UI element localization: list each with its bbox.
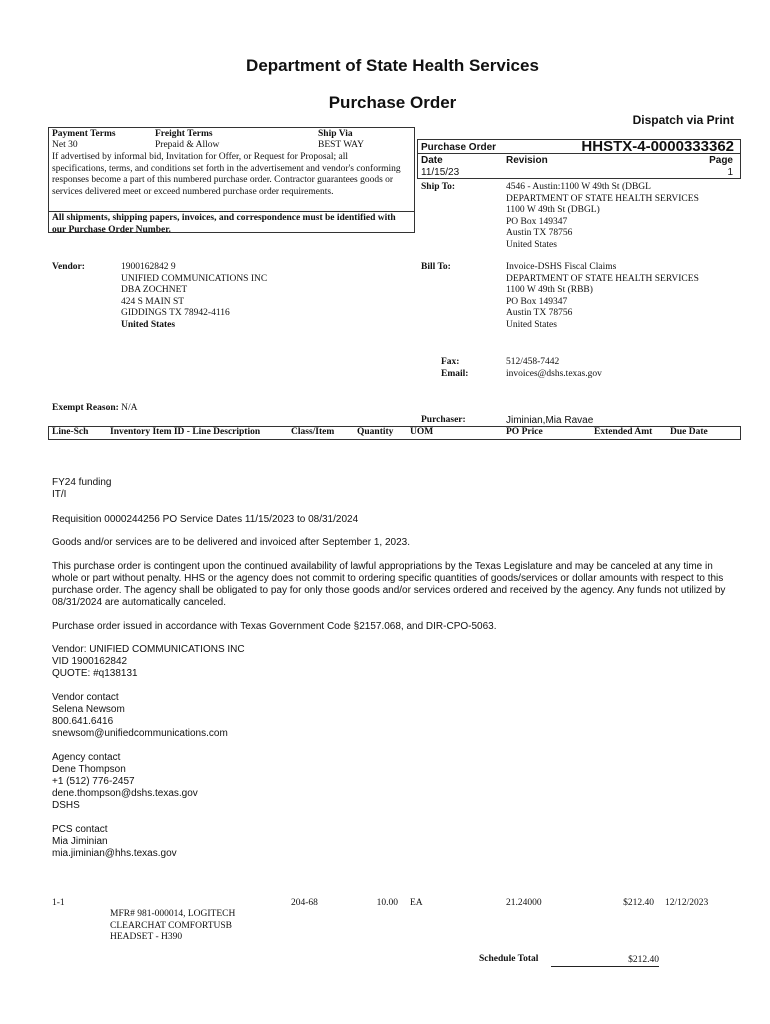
item-line-sch: 1-1 (52, 898, 65, 908)
note-line: Mia Jiminian (52, 836, 108, 847)
vendor-address (121, 262, 267, 331)
note-line: Goods and/or services are to be delivered and invoiced after September 1, 2023. (52, 537, 410, 548)
col-description: Inventory Item ID - Line Description (110, 427, 261, 437)
shipments-notice: All shipments, shipping papers, invoices, and correspondence must be identified with our Purchase Order Number. (52, 213, 396, 235)
note-line: VID 1900162842 (52, 656, 128, 667)
exempt-reason-value: N/A (121, 403, 138, 413)
note-line: purchase order. The agency shall be obligated to pay for only those goods and/or services ordered and received by the agency. Any funds not utilized by (52, 585, 726, 596)
note-line: FY24 funding (52, 477, 112, 488)
address-line: 1100 W 49th St (RBB) (506, 285, 593, 295)
note-line: Purchase order issued in accordance with Texas Government Code §2157.068, and DIR-CPO-5063. (52, 621, 497, 632)
note-line: mia.jiminian@hhs.texas.gov (52, 848, 177, 859)
note-delivery (52, 537, 410, 549)
address-line: PO Box 149347 (506, 296, 568, 307)
purchaser-label: Purchaser: (421, 415, 466, 425)
bill-to-label: Bill To: (421, 262, 451, 272)
address-line: United States (506, 319, 557, 330)
address-line: 4546 - Austin:1100 W 49th St (DBGL (506, 182, 651, 192)
note-line: Vendor contact (52, 692, 119, 703)
col-quantity: Quantity (357, 427, 394, 437)
note-line: +1 (512) 776-2457 (52, 776, 135, 787)
description-line: CLEARCHAT COMFORTUSB (110, 920, 232, 931)
vendor-label: Vendor: (52, 262, 85, 272)
note-line: QUOTE: #q138131 (52, 668, 138, 679)
note-line: 800.641.6416 (52, 716, 114, 727)
note-vendor (52, 644, 245, 680)
po-page-value: 1 (727, 167, 733, 178)
address-line: DBA ZOCHNET (121, 285, 188, 295)
note-line: snewsom@unifiedcommunications.com (52, 728, 228, 739)
item-due-date: 12/12/2023 (665, 898, 709, 908)
exempt-reason-label: Exempt Reason: (52, 403, 119, 413)
note-pcs-contact (52, 824, 177, 860)
address-country: United States (121, 319, 176, 330)
note-line: dene.thompson@dshs.texas.gov (52, 788, 198, 799)
po-date-label: Date (421, 155, 443, 166)
description-line: MFR# 981-000014, LOGITECH (110, 909, 236, 919)
note-line: Selena Newsom (52, 704, 125, 715)
address-line: 1100 W 49th St (DBGL) (506, 205, 600, 215)
col-due-date: Due Date (670, 427, 708, 437)
schedule-total-label: Schedule Total (479, 954, 539, 964)
note-requisition (52, 514, 358, 526)
address-line: 424 S MAIN ST (121, 296, 185, 307)
note-agency-contact (52, 752, 198, 812)
email-label: Email: (441, 369, 469, 379)
po-revision-label: Revision (506, 155, 548, 166)
note-line: PCS contact (52, 824, 108, 835)
terms-divider (48, 211, 415, 212)
po-page-label: Page (709, 155, 733, 166)
item-quantity: 10.00 (376, 898, 398, 908)
payment-terms-value: Net 30 (52, 140, 78, 150)
note-line: DSHS (52, 800, 80, 811)
item-uom: EA (410, 898, 423, 908)
note-appropriations (52, 561, 725, 609)
address-line: 1900162842 9 (121, 262, 176, 272)
address-line: DEPARTMENT OF STATE HEALTH SERVICES (506, 193, 699, 204)
po-label: Purchase Order (421, 142, 497, 153)
email-value: invoices@dshs.texas.gov (506, 369, 602, 379)
address-line: United States (506, 239, 557, 250)
note-government-code (52, 621, 497, 633)
item-description (110, 909, 235, 944)
address-line: Invoice-DSHS Fiscal Claims (506, 262, 617, 272)
address-line: PO Box 149347 (506, 216, 568, 227)
note-vendor-contact (52, 692, 228, 740)
purchaser-value: Jiminian,Mia Ravae (506, 415, 594, 426)
po-number: HHSTX-4-0000333362 (581, 138, 734, 155)
bill-to-address (506, 262, 699, 331)
item-class: 204-68 (291, 898, 318, 908)
col-po-price: PO Price (506, 427, 543, 437)
document-subtitle: Purchase Order (328, 93, 457, 112)
document-title: Department of State Health Services (246, 56, 539, 75)
description-line: HEADSET - H390 (110, 932, 183, 942)
note-funding (52, 477, 112, 501)
item-extended-amt: $212.40 (623, 898, 654, 908)
schedule-total-value: $212.40 (551, 954, 659, 967)
note-line: whole or part without penalty. HHS or the agency does not commit to ordering specific quantities of goods/services or dollar amounts with respect to this (52, 573, 724, 584)
note-line: Vendor: UNIFIED COMMUNICATIONS INC (52, 644, 245, 655)
ship-via-label: Ship Via (318, 129, 353, 139)
address-line: Austin TX 78756 (506, 308, 573, 318)
po-divider (417, 153, 741, 154)
ship-to-address (506, 182, 699, 251)
dispatch-method: Dispatch via Print (632, 113, 734, 127)
fax-label: Fax: (441, 357, 460, 367)
fax-value: 512/458-7442 (506, 357, 560, 367)
note-line: Dene Thompson (52, 764, 126, 775)
ship-to-label: Ship To: (421, 182, 456, 192)
exempt-reason (52, 403, 138, 415)
note-line: Requisition 0000244256 PO Service Dates 11/15/2023 to 08/31/2024 (52, 514, 359, 525)
note-line: 08/31/2024 are automatically canceled. (52, 597, 227, 608)
note-line: This purchase order is contingent upon the continued availability of lawful appropriations by the Texas Legislature and may be canceled at any time in (52, 561, 713, 572)
freight-terms-label: Freight Terms (155, 129, 213, 139)
address-line: Austin TX 78756 (506, 228, 573, 238)
advertisement-terms: If advertised by informal bid, Invitation for Offer, or Request for Proposal; all specifications, terms, and conditions set forth in the advertisement and vendor's conforming responses become a part of this numbered purchase order. Contractor guarantees goods or services delivered meet or exceed numbered purchase order requirements. (52, 152, 401, 197)
po-date-value: 11/15/23 (421, 167, 460, 178)
note-line: IT/I (52, 489, 67, 500)
address-line: UNIFIED COMMUNICATIONS INC (121, 273, 268, 284)
item-po-price: 21.24000 (506, 898, 542, 908)
col-line-sch: Line-Sch (52, 427, 89, 437)
note-line: Agency contact (52, 752, 121, 763)
payment-terms-label: Payment Terms (52, 129, 116, 139)
ship-via-value: BEST WAY (318, 140, 365, 150)
address-line: GIDDINGS TX 78942-4116 (121, 308, 230, 318)
col-uom: UOM (410, 427, 434, 437)
col-class-item: Class/Item (291, 427, 335, 437)
freight-terms-value: Prepaid & Allow (155, 140, 220, 150)
address-line: DEPARTMENT OF STATE HEALTH SERVICES (506, 273, 699, 284)
col-extended-amt: Extended Amt (594, 427, 653, 437)
